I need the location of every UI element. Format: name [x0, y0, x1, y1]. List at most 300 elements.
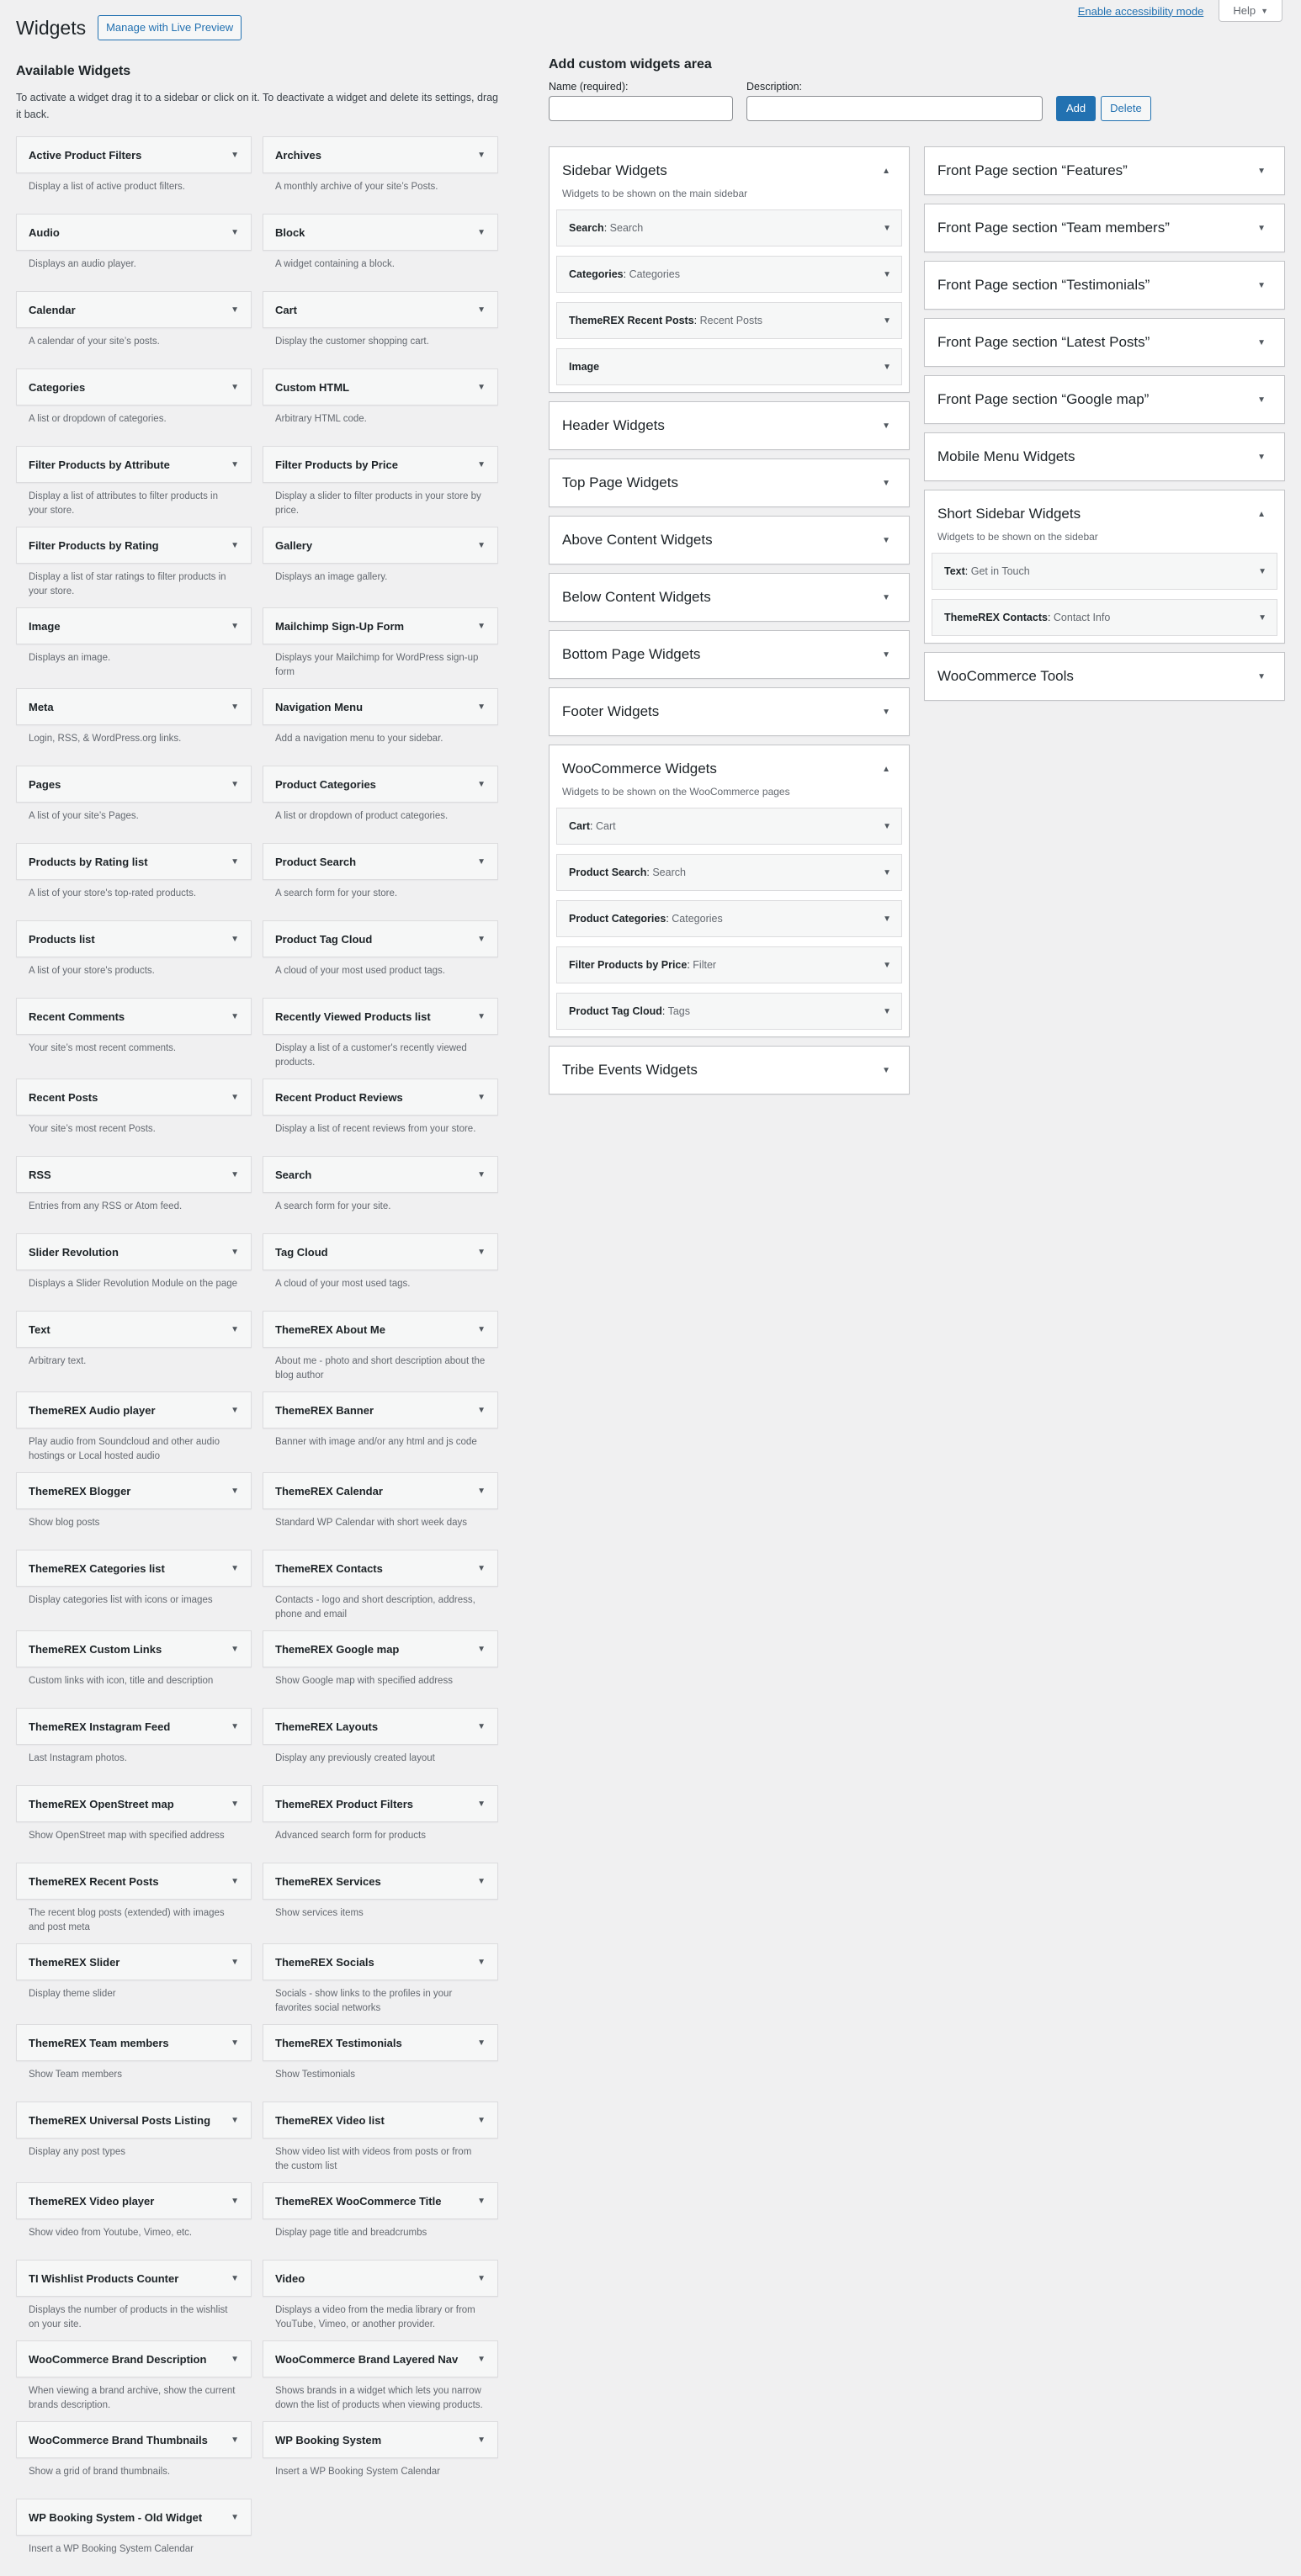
widget-handle[interactable] — [16, 2024, 252, 2061]
arrow-down-icon[interactable]: ▼ — [477, 1486, 486, 1496]
sidebar-description: Widgets to be shown on the sidebar — [937, 531, 1098, 543]
arrow-down-icon[interactable]: ▼ — [477, 1247, 486, 1257]
widget-name: Recently Viewed Products list — [275, 1010, 431, 1023]
widget-name: Products list — [29, 932, 95, 946]
widget-description: Socials - show links to the profiles in your favorites social networks — [275, 1989, 453, 2013]
arrow-down-icon[interactable]: ▼ — [231, 1721, 239, 1731]
widget-name: ThemeREX About Me — [275, 1322, 385, 1336]
sidebar-mobile-menu-widgets — [924, 432, 1285, 481]
widget-handle[interactable] — [263, 1391, 498, 1428]
arrow-down-icon[interactable]: ▼ — [883, 867, 891, 877]
widget-item-themerex-socials — [263, 1943, 498, 2016]
placed-widget-themerex-contacts[interactable] — [932, 599, 1277, 636]
sidebar-top-page-widgets — [549, 458, 910, 507]
widget-handle[interactable] — [16, 998, 252, 1035]
widget-list — [16, 136, 498, 2576]
arrow-down-icon[interactable]: ▼ — [477, 150, 486, 160]
widget-name: ThemeREX Video list — [275, 2113, 385, 2127]
widget-description: Displays your Mailchimp for WordPress sign-up form — [275, 653, 479, 677]
arrow-down-icon[interactable]: ▼ — [477, 702, 486, 712]
arrow-down-icon[interactable]: ▼ — [477, 2435, 486, 2445]
sidebar-column-left — [549, 146, 910, 1103]
widget-description: Displays the number of products in the wishlist on your site. — [29, 2305, 228, 2330]
arrow-down-icon[interactable]: ▼ — [477, 1324, 486, 1334]
widget-name: ThemeREX Socials — [275, 1955, 374, 1969]
widget-handle[interactable] — [16, 2340, 252, 2377]
widget-handle[interactable] — [16, 766, 252, 803]
placed-widget-title: Filter Products by Price: Filter — [569, 959, 717, 971]
widget-handle[interactable] — [263, 291, 498, 328]
arrow-down-icon[interactable]: ▼ — [882, 421, 890, 431]
arrow-down-icon[interactable]: ▼ — [1258, 566, 1266, 576]
arrow-down-icon[interactable]: ▼ — [477, 2273, 486, 2283]
placed-widget-title: ThemeREX Contacts: Contact Info — [944, 612, 1111, 623]
accessibility-mode-link[interactable]: Enable accessibility mode — [1077, 4, 1204, 18]
placed-widget-label: Get in Touch — [970, 565, 1030, 577]
widget-handle[interactable] — [263, 2260, 498, 2297]
placed-widget-text[interactable] — [932, 553, 1277, 590]
widget-handle[interactable] — [263, 368, 498, 405]
widget-name: Active Product Filters — [29, 148, 142, 162]
placed-widget-cart[interactable] — [556, 808, 902, 845]
widget-handle[interactable] — [16, 1630, 252, 1667]
arrow-up-icon[interactable]: ▲ — [882, 764, 890, 774]
widget-handle[interactable] — [16, 1391, 252, 1428]
widget-name: ThemeREX Categories list — [29, 1561, 165, 1575]
arrow-down-icon[interactable]: ▼ — [477, 856, 486, 867]
arrow-down-icon[interactable]: ▼ — [883, 821, 891, 831]
arrow-down-icon[interactable]: ▼ — [883, 223, 891, 233]
arrow-down-icon[interactable]: ▼ — [231, 1563, 239, 1573]
widget-description: Display a slider to filter products in your store by price. — [275, 491, 481, 516]
widget-handle[interactable] — [263, 843, 498, 880]
widget-handle[interactable] — [16, 1550, 252, 1587]
arrow-down-icon[interactable]: ▼ — [231, 1644, 239, 1654]
widget-item-themerex-audio-player — [16, 1391, 252, 1464]
custom-area-title: Add custom widgets area — [549, 57, 712, 72]
sidebar-tribe-events-widgets — [549, 1046, 910, 1095]
placed-widget-filter-products-by-price[interactable] — [556, 946, 902, 983]
arrow-down-icon[interactable]: ▼ — [231, 1405, 239, 1415]
arrow-down-icon[interactable]: ▼ — [477, 1799, 486, 1809]
custom-widgets-area — [549, 57, 1155, 121]
description-input[interactable] — [746, 96, 1043, 121]
widget-item-product-tag-cloud — [263, 920, 498, 989]
widget-handle[interactable] — [16, 291, 252, 328]
widget-name: Text — [29, 1322, 50, 1336]
arrow-down-icon[interactable]: ▼ — [477, 1405, 486, 1415]
arrow-down-icon[interactable]: ▼ — [477, 621, 486, 631]
arrow-down-icon[interactable]: ▼ — [231, 1169, 239, 1179]
sidebar-below-content-widgets — [549, 573, 910, 622]
widget-handle[interactable] — [263, 1708, 498, 1745]
widget-name: ThemeREX Product Filters — [275, 1797, 413, 1810]
widget-name: WP Booking System - Old Widget — [29, 2510, 203, 2524]
widget-handle[interactable] — [263, 136, 498, 173]
arrow-down-icon[interactable]: ▼ — [477, 1563, 486, 1573]
widget-handle[interactable] — [16, 607, 252, 644]
widget-item-themerex-slider — [16, 1943, 252, 2016]
widget-description: A search form for your store. — [275, 888, 398, 898]
widget-item-video — [263, 2260, 498, 2332]
widget-handle[interactable] — [263, 527, 498, 564]
widget-name: RSS — [29, 1168, 51, 1181]
arrow-down-icon[interactable]: ▼ — [231, 1247, 239, 1257]
arrow-down-icon[interactable]: ▼ — [231, 382, 239, 392]
arrow-down-icon[interactable]: ▼ — [477, 1011, 486, 1021]
sidebar-header[interactable] — [925, 319, 1284, 366]
placed-widget-product-tag-cloud[interactable] — [556, 993, 902, 1030]
placed-widget-label: Categories — [672, 913, 723, 925]
arrow-down-icon[interactable]: ▼ — [882, 707, 890, 717]
widget-description: Show a grid of brand thumbnails. — [29, 2467, 171, 2477]
widget-handle[interactable] — [16, 2421, 252, 2458]
placed-widget-product-categories[interactable] — [556, 900, 902, 937]
arrow-down-icon[interactable]: ▼ — [1257, 671, 1266, 681]
caret-down-icon: ▼ — [1261, 6, 1268, 15]
widget-handle[interactable] — [263, 2421, 498, 2458]
arrow-down-icon[interactable]: ▼ — [477, 305, 486, 315]
widget-name: Archives — [275, 148, 321, 162]
arrow-up-icon[interactable]: ▲ — [882, 166, 890, 176]
placed-widget-title: Text: Get in Touch — [944, 565, 1030, 577]
widget-handle[interactable] — [263, 1311, 498, 1348]
add-area-button[interactable]: Add — [1056, 96, 1096, 121]
arrow-down-icon[interactable]: ▼ — [231, 779, 239, 789]
placed-widget-type: ThemeREX Contacts — [944, 612, 1048, 623]
widget-description: Display any post types — [29, 2147, 126, 2157]
widget-handle[interactable] — [263, 1785, 498, 1822]
widget-handle[interactable] — [263, 998, 498, 1035]
arrow-down-icon[interactable]: ▼ — [883, 315, 891, 326]
help-tab-button[interactable] — [1219, 0, 1282, 22]
sidebar-header[interactable] — [925, 147, 1284, 194]
sidebar-header[interactable] — [550, 631, 909, 678]
widget-handle[interactable] — [263, 1550, 498, 1587]
arrow-down-icon[interactable]: ▼ — [477, 2115, 486, 2125]
arrow-down-icon[interactable]: ▼ — [1257, 166, 1266, 176]
arrow-down-icon[interactable]: ▼ — [231, 1957, 239, 1967]
widget-handle[interactable] — [263, 920, 498, 957]
arrow-down-icon[interactable]: ▼ — [477, 540, 486, 550]
widget-name: ThemeREX OpenStreet map — [29, 1797, 174, 1810]
widget-item-recent-product-reviews — [263, 1079, 498, 1148]
widget-handle[interactable] — [263, 2340, 498, 2377]
arrow-down-icon[interactable]: ▼ — [231, 1011, 239, 1021]
widget-handle[interactable] — [16, 136, 252, 173]
arrow-down-icon[interactable]: ▼ — [477, 1644, 486, 1654]
sidebar-title: Front Page section “Latest Posts” — [937, 334, 1150, 350]
widget-description: A list or dropdown of product categories. — [275, 811, 449, 821]
arrow-down-icon[interactable]: ▼ — [882, 478, 890, 488]
placed-widget-image[interactable] — [556, 348, 902, 385]
sidebar-woocommerce-tools — [924, 652, 1285, 701]
widget-item-image — [16, 607, 252, 680]
arrow-down-icon[interactable]: ▼ — [1257, 223, 1266, 233]
widget-description: Display categories list with icons or images — [29, 1595, 213, 1605]
arrow-down-icon[interactable]: ▼ — [883, 1006, 891, 1016]
widget-description: Last Instagram photos. — [29, 1753, 127, 1763]
sidebar-title: Sidebar Widgets — [562, 162, 667, 178]
widget-item-tag-cloud — [263, 1233, 498, 1302]
arrow-down-icon[interactable]: ▼ — [231, 1876, 239, 1886]
arrow-down-icon[interactable]: ▼ — [231, 2273, 239, 2283]
arrow-down-icon[interactable]: ▼ — [1257, 280, 1266, 290]
placed-widget-title: Product Search: Search — [569, 867, 686, 878]
widget-name: Filter Products by Rating — [29, 538, 159, 552]
arrow-down-icon[interactable]: ▼ — [1257, 337, 1266, 347]
widget-handle[interactable] — [16, 1311, 252, 1348]
widget-description: Shows brands in a widget which lets you narrow down the list of products when viewing products. — [275, 2386, 483, 2410]
live-preview-button[interactable]: Manage with Live Preview — [98, 15, 242, 40]
widget-item-woocommerce-brand-thumbnails — [16, 2421, 252, 2490]
arrow-down-icon[interactable]: ▼ — [882, 1065, 890, 1075]
arrow-down-icon[interactable]: ▼ — [231, 1092, 239, 1102]
widget-handle[interactable] — [263, 1472, 498, 1509]
arrow-down-icon[interactable]: ▼ — [1257, 395, 1266, 405]
widget-name: Slider Revolution — [29, 1245, 119, 1259]
widget-item-themerex-google-map — [263, 1630, 498, 1699]
widget-item-recently-viewed-products-list — [263, 998, 498, 1070]
placed-widget-label: Search — [609, 222, 644, 234]
widget-description: A monthly archive of your site’s Posts. — [275, 182, 438, 192]
arrow-down-icon[interactable]: ▼ — [1257, 452, 1266, 462]
sidebar-header[interactable] — [550, 1047, 909, 1094]
sidebar-header[interactable] — [550, 402, 909, 449]
widget-handle[interactable] — [263, 1233, 498, 1270]
arrow-down-icon[interactable]: ▼ — [477, 1721, 486, 1731]
placed-widget-type: Filter Products by Price — [569, 959, 688, 971]
widget-description: Play audio from Soundcloud and other audio hostings or Local hosted audio — [29, 1437, 220, 1461]
widget-handle[interactable] — [263, 214, 498, 251]
widget-item-wp-booking-system-old-widget — [16, 2499, 252, 2568]
widget-item-themerex-about-me — [263, 1311, 498, 1383]
arrow-down-icon[interactable]: ▼ — [882, 535, 890, 545]
arrow-down-icon[interactable]: ▼ — [883, 960, 891, 970]
placed-widget-themerex-recent-posts[interactable] — [556, 302, 902, 339]
name-input[interactable] — [549, 96, 733, 121]
widget-handle[interactable] — [16, 2260, 252, 2297]
widget-item-themerex-video-player — [16, 2182, 252, 2251]
widget-name: Audio — [29, 225, 60, 239]
arrow-down-icon[interactable]: ▼ — [477, 1169, 486, 1179]
widget-handle[interactable] — [263, 1156, 498, 1193]
widget-name: Recent Product Reviews — [275, 1090, 403, 1104]
widget-handle[interactable] — [263, 2024, 498, 2061]
arrow-down-icon[interactable]: ▼ — [477, 382, 486, 392]
arrow-down-icon[interactable]: ▼ — [882, 649, 890, 660]
widget-name: Products by Rating list — [29, 855, 148, 868]
arrow-down-icon[interactable]: ▼ — [1258, 612, 1266, 623]
placed-widget-type: Image — [569, 361, 600, 373]
placed-widget-search[interactable] — [556, 209, 902, 246]
arrow-down-icon[interactable]: ▼ — [231, 2115, 239, 2125]
arrow-down-icon[interactable]: ▼ — [883, 269, 891, 279]
sidebar-header[interactable] — [925, 262, 1284, 309]
widget-handle[interactable] — [16, 214, 252, 251]
placed-widget-title: Search: Search — [569, 222, 644, 234]
widget-item-themerex-video-list — [263, 2102, 498, 2174]
widget-handle[interactable] — [16, 368, 252, 405]
widget-item-slider-revolution — [16, 1233, 252, 1302]
widget-handle[interactable] — [16, 1472, 252, 1509]
widget-handle[interactable] — [263, 2102, 498, 2139]
widget-item-woocommerce-brand-description — [16, 2340, 252, 2413]
widget-item-themerex-layouts — [263, 1708, 498, 1777]
arrow-down-icon[interactable]: ▼ — [883, 914, 891, 924]
widget-name: Recent Comments — [29, 1010, 125, 1023]
arrow-down-icon[interactable]: ▼ — [231, 1486, 239, 1496]
arrow-down-icon[interactable]: ▼ — [231, 621, 239, 631]
arrow-down-icon[interactable]: ▼ — [883, 362, 891, 372]
sidebar-header[interactable] — [925, 204, 1284, 252]
arrow-down-icon[interactable]: ▼ — [231, 2512, 239, 2522]
sidebar-header[interactable] — [925, 433, 1284, 480]
sidebar-header[interactable] — [550, 688, 909, 735]
placed-widget-type: Categories — [569, 268, 624, 280]
sidebar-description: Widgets to be shown on the WooCommerce pages — [562, 786, 790, 798]
sidebar-header[interactable] — [925, 653, 1284, 700]
arrow-down-icon[interactable]: ▼ — [231, 2038, 239, 2048]
arrow-down-icon[interactable]: ▼ — [477, 1092, 486, 1102]
arrow-down-icon[interactable]: ▼ — [477, 779, 486, 789]
widget-handle[interactable] — [16, 1708, 252, 1745]
placed-widget-type: Search — [569, 222, 604, 234]
widget-description: Displays an image gallery. — [275, 572, 388, 582]
widget-item-audio — [16, 214, 252, 283]
widget-handle[interactable] — [16, 1863, 252, 1900]
widget-description: Show video from Youtube, Vimeo, etc. — [29, 2228, 193, 2238]
sidebar-title: WooCommerce Tools — [937, 668, 1074, 684]
widget-handle[interactable] — [263, 766, 498, 803]
arrow-up-icon[interactable]: ▲ — [1257, 509, 1266, 519]
widget-name: Meta — [29, 700, 54, 713]
widget-handle[interactable] — [263, 607, 498, 644]
widget-description: The recent blog posts (extended) with images and post meta — [29, 1908, 225, 1932]
widget-handle[interactable] — [263, 446, 498, 483]
widget-description: Contacts - logo and short description, address, phone and email — [275, 1595, 475, 1619]
widget-handle[interactable] — [16, 920, 252, 957]
arrow-down-icon[interactable]: ▼ — [477, 2038, 486, 2048]
widget-item-themerex-calendar — [263, 1472, 498, 1541]
widget-description: A list of your store's top-rated products. — [29, 888, 197, 898]
arrow-down-icon[interactable]: ▼ — [231, 150, 239, 160]
arrow-down-icon[interactable]: ▼ — [477, 459, 486, 469]
widget-handle[interactable] — [263, 1943, 498, 1980]
widget-handle[interactable] — [263, 2182, 498, 2219]
delete-area-button[interactable]: Delete — [1101, 96, 1151, 121]
widget-description: Display a list of star ratings to filter products in your store. — [29, 572, 226, 596]
placed-widget-categories[interactable] — [556, 256, 902, 293]
sidebar-header[interactable] — [550, 517, 909, 564]
arrow-down-icon[interactable]: ▼ — [231, 856, 239, 867]
sidebar-short-sidebar-widgets — [924, 490, 1285, 644]
arrow-down-icon[interactable]: ▼ — [231, 2435, 239, 2445]
widget-handle[interactable] — [263, 688, 498, 725]
arrow-down-icon[interactable]: ▼ — [477, 2354, 486, 2364]
widget-item-cart — [263, 291, 498, 360]
widget-name: ThemeREX Testimonials — [275, 2036, 402, 2049]
widget-description: Display theme slider — [29, 1989, 116, 1999]
arrow-down-icon[interactable]: ▼ — [477, 227, 486, 237]
widget-item-gallery — [263, 527, 498, 599]
placed-widget-product-search[interactable] — [556, 854, 902, 891]
widget-handle[interactable] — [263, 1630, 498, 1667]
arrow-down-icon[interactable]: ▼ — [477, 1876, 486, 1886]
arrow-down-icon[interactable]: ▼ — [882, 592, 890, 602]
widget-description: Display page title and breadcrumbs — [275, 2228, 427, 2238]
widget-item-themerex-categories-list — [16, 1550, 252, 1622]
widget-item-recent-comments — [16, 998, 252, 1070]
widget-handle[interactable] — [263, 1863, 498, 1900]
widget-description: A list of your site’s Pages. — [29, 811, 139, 821]
widget-name: Gallery — [275, 538, 313, 552]
sidebar-front-page-section-google-map — [924, 375, 1285, 424]
widget-name: Product Tag Cloud — [275, 932, 373, 946]
widget-handle[interactable] — [16, 1233, 252, 1270]
widget-handle[interactable] — [16, 843, 252, 880]
widget-handle[interactable] — [16, 1785, 252, 1822]
placed-widget-label: Filter — [693, 959, 717, 971]
widget-name: Image — [29, 619, 61, 633]
widget-handle[interactable] — [16, 2499, 252, 2536]
widget-item-themerex-services — [263, 1863, 498, 1935]
sidebar-header[interactable] — [550, 574, 909, 621]
widget-name: Recent Posts — [29, 1090, 98, 1104]
widget-handle[interactable] — [263, 1079, 498, 1116]
sidebar-header[interactable] — [550, 459, 909, 506]
available-widgets — [16, 64, 498, 2576]
arrow-down-icon[interactable]: ▼ — [231, 227, 239, 237]
widget-handle[interactable] — [16, 688, 252, 725]
placed-widget-label: Recent Posts — [699, 315, 762, 326]
widget-name: ThemeREX Services — [275, 1874, 381, 1888]
widget-item-themerex-woocommerce-title — [263, 2182, 498, 2251]
arrow-down-icon[interactable]: ▼ — [231, 702, 239, 712]
widget-handle[interactable] — [16, 1079, 252, 1116]
widget-item-active-product-filters — [16, 136, 252, 205]
widget-item-product-search — [263, 843, 498, 912]
name-field-group — [549, 81, 733, 121]
arrow-down-icon[interactable]: ▼ — [477, 934, 486, 944]
widget-item-themerex-banner — [263, 1391, 498, 1464]
widget-handle[interactable] — [16, 527, 252, 564]
widget-name: Custom HTML — [275, 380, 350, 394]
arrow-down-icon[interactable]: ▼ — [477, 1957, 486, 1967]
arrow-down-icon[interactable]: ▼ — [231, 2196, 239, 2206]
widget-handle[interactable] — [16, 1156, 252, 1193]
widget-handle[interactable] — [16, 2102, 252, 2139]
arrow-down-icon[interactable]: ▼ — [231, 305, 239, 315]
widget-handle[interactable] — [16, 446, 252, 483]
widget-description: A list or dropdown of categories. — [29, 414, 167, 424]
arrow-down-icon[interactable]: ▼ — [231, 934, 239, 944]
placed-widget-type: Product Categories — [569, 913, 666, 925]
arrow-down-icon[interactable]: ▼ — [477, 2196, 486, 2206]
widget-handle[interactable] — [16, 1943, 252, 1980]
arrow-down-icon[interactable]: ▼ — [231, 540, 239, 550]
arrow-down-icon[interactable]: ▼ — [231, 1324, 239, 1334]
widget-description: Banner with image and/or any html and js code — [275, 1437, 477, 1447]
widget-description: Insert a WP Booking System Calendar — [29, 2544, 194, 2554]
widget-name: ThemeREX Universal Posts Listing — [29, 2113, 211, 2127]
widget-handle[interactable] — [16, 2182, 252, 2219]
arrow-down-icon[interactable]: ▼ — [231, 1799, 239, 1809]
sidebar-header[interactable] — [925, 376, 1284, 423]
arrow-down-icon[interactable]: ▼ — [231, 459, 239, 469]
arrow-down-icon[interactable]: ▼ — [231, 2354, 239, 2364]
widget-name: Navigation Menu — [275, 700, 364, 713]
